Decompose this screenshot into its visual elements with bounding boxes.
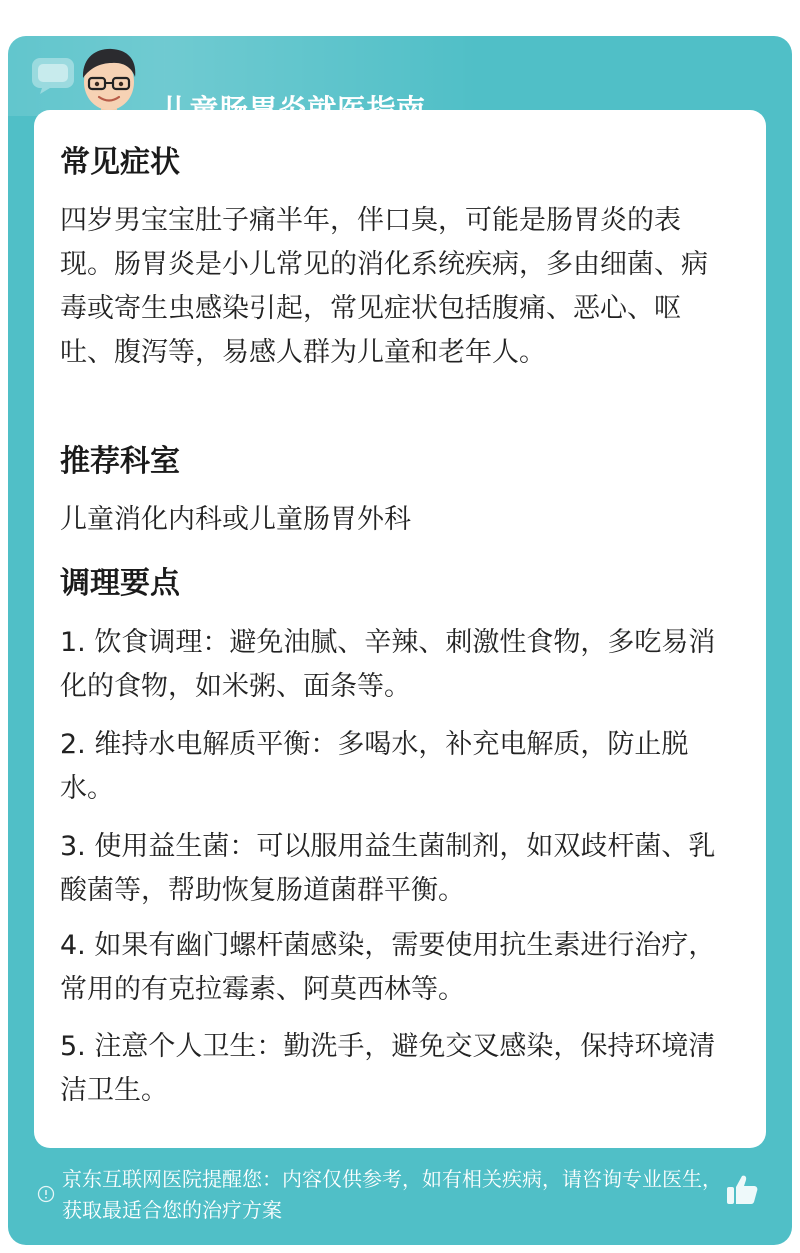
- care-item-4: 4. 如果有幽门螺杆菌感染，需要使用抗生素进行治疗，常用的有克拉霉素、阿莫西林等。: [60, 930, 716, 1005]
- department-text: 儿童消化内科或儿童肠胃外科: [60, 504, 411, 535]
- info-icon: [37, 1185, 55, 1203]
- care-item-2: 2. 维持水电解质平衡：多喝水，补充电解质，防止脱水。: [60, 729, 689, 804]
- care-item-3: 3. 使用益生菌：可以服用益生菌制剂，如双歧杆菌、乳酸菌等，帮助恢复肠道菌群平衡。: [60, 831, 716, 906]
- care-item-5: 5. 注意个人卫生：勤洗手，避免交叉感染，保持环境清洁卫生。: [60, 1031, 716, 1106]
- care-item-1: 1. 饮食调理：避免油腻、辛辣、刺激性食物，多吃易消化的食物，如米粥、面条等。: [60, 627, 716, 702]
- content-card: [34, 110, 766, 1148]
- section-title-symptoms: 常见症状: [60, 145, 180, 180]
- footer-disclaimer: 京东互联网医院提醒您：内容仅供参考，如有相关疾病，请咨询专业医生，获取最适合您的治疗方案: [62, 1167, 722, 1222]
- section-title-department: 推荐科室: [60, 444, 180, 479]
- symptoms-text: 四岁男宝宝肚子痛半年，伴口臭，可能是肠胃炎的表现。肠胃炎是小儿常见的消化系统疾病，多由细菌、病毒或寄生虫感染引起，常见症状包括腹痛、恶心、呕吐、腹泻等，易感人群为儿童和老年人。: [60, 205, 708, 368]
- section-title-care: 调理要点: [60, 566, 180, 601]
